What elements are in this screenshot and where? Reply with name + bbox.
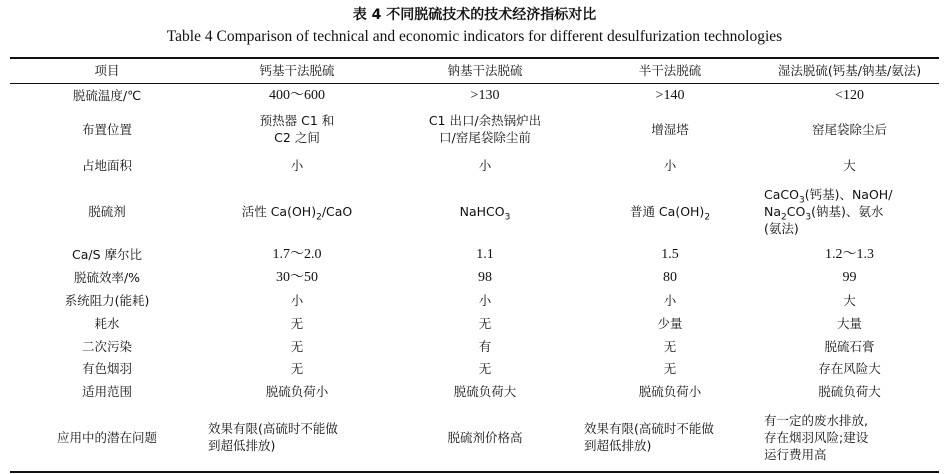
row-label: 二次污染 <box>81 338 132 354</box>
table-row <box>10 404 939 471</box>
table-cell: 98 <box>478 269 492 285</box>
row-label: 脱硫效率/% <box>73 269 141 285</box>
table-cell: CaCO$_3$(钙基)、NaOH/ $Na_2CO_3$(钠基)、氨水 (氨法) <box>764 187 893 237</box>
table-cell: 脱硫负荷大 <box>453 384 517 400</box>
header-cell: 半干法脱硫 <box>638 63 702 78</box>
table-cell: 小 <box>478 293 492 309</box>
comparison-table <box>10 58 939 471</box>
table-cell: 脱硫负荷小 <box>265 384 329 400</box>
table-cell: 400～600 <box>269 88 325 104</box>
table-cell: >130 <box>470 88 500 104</box>
row-label: 有色烟羽 <box>81 361 132 377</box>
table-cell: 99 <box>842 269 857 285</box>
table-cell: 小 <box>663 157 677 173</box>
table-cell: 80 <box>663 269 677 285</box>
table-cell: 小 <box>290 157 304 173</box>
table-cell: 脱硫负荷大 <box>818 384 881 400</box>
table-cell: NaHCO$_3$ <box>459 204 511 223</box>
table-cell: 窑尾袋除尘后 <box>811 121 887 137</box>
table-row <box>10 289 939 312</box>
table-cell: 效果有限(高硫时不能做 到超低排放) <box>584 421 714 454</box>
table-row <box>10 266 939 289</box>
table-row <box>10 150 939 180</box>
table-cell: >140 <box>655 88 685 104</box>
table-cell: 无 <box>290 316 304 332</box>
table-cell: 效果有限(高硫时不能做 到超低排放) <box>208 421 338 454</box>
table-cell: 脱硫石膏 <box>824 338 875 354</box>
table-row <box>10 335 939 357</box>
table-cell: 大 <box>843 293 856 309</box>
bottom-rule <box>10 471 939 473</box>
table-cell: 无 <box>478 316 492 332</box>
header-cell: 湿法脱硫(钙基/钠基/氨法) <box>777 63 922 78</box>
row-label: 布置位置 <box>81 121 132 137</box>
row-label: 脱硫温度/℃ <box>72 88 142 104</box>
table-cell: 少量 <box>657 316 683 332</box>
table-cell: 小 <box>663 293 677 309</box>
table-cell: 普通 $Ca(OH)_2$ <box>629 204 711 223</box>
table-row <box>10 312 939 335</box>
table-cell: 增湿塔 <box>651 121 689 137</box>
table-cell: 1.7～2.0 <box>272 246 322 262</box>
table-cell: 预热器 C1 和 C2 之间 <box>259 113 335 146</box>
table-cell: 活性 $Ca(OH)_2$/CaO <box>241 204 353 223</box>
header-cell: 项目 <box>94 63 120 78</box>
table-row <box>10 180 939 242</box>
header-cell: 钙基干法脱硫 <box>259 63 335 78</box>
row-label: 应用中的潜在问题 <box>56 429 157 445</box>
table-title-en: Table 4 Comparison of technical and economic indicators for different desulfurization technologies <box>166 28 783 45</box>
table-cell: 无 <box>290 361 304 377</box>
table-row <box>10 380 939 403</box>
table-cell: 小 <box>478 157 492 173</box>
table-cell: 有一定的废水排放, 存在烟羽风险;建设 运行费用高 <box>764 412 869 462</box>
table-title-cn: 表 4 不同脱硫技术的技术经济指标对比 <box>352 7 597 23</box>
table-row <box>10 108 939 150</box>
table-cell: 1.2～1.3 <box>825 246 874 262</box>
table-cell: 存在风险大 <box>818 361 881 377</box>
table-row <box>10 357 939 380</box>
table-cell: 有 <box>478 338 492 354</box>
row-label: 适用范围 <box>81 384 132 400</box>
row-label: 脱硫剂 <box>88 204 126 220</box>
table-cell: 大量 <box>836 316 862 332</box>
table-cell: 脱硫负荷小 <box>638 384 702 400</box>
table-cell: 无 <box>663 361 677 377</box>
row-label: 耗水 <box>94 316 120 332</box>
table-cell: 脱硫剂价格高 <box>447 429 523 445</box>
table-cell: 30～50 <box>276 269 318 285</box>
table-row <box>10 83 939 108</box>
table-row <box>10 243 939 266</box>
header-cell: 钠基干法脱硫 <box>447 63 523 78</box>
header-row <box>10 58 939 83</box>
table-cell: 1.1 <box>476 246 494 262</box>
table-cell: <120 <box>835 88 864 104</box>
table-cell: 无 <box>478 361 492 377</box>
table-cell: C1 出口/余热锅炉出 口/窑尾袋除尘前 <box>428 113 542 146</box>
table-cell: 无 <box>290 338 304 354</box>
table-cell: 无 <box>663 338 677 354</box>
row-label: 占地面积 <box>81 157 132 173</box>
row-label: Ca/S 摩尔比 <box>71 246 142 262</box>
table-cell: 1.5 <box>661 246 679 262</box>
table-cell: 大 <box>843 157 856 173</box>
table-cell: 小 <box>290 293 304 309</box>
row-label: 系统阻力(能耗) <box>64 293 150 309</box>
